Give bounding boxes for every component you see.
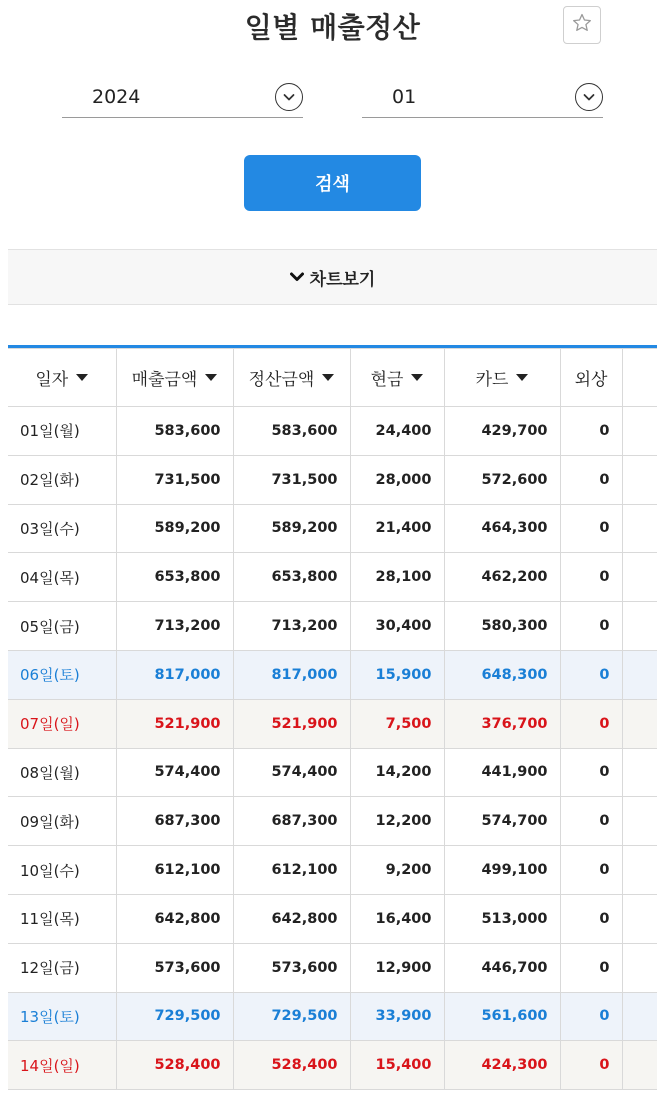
cell-date: 01일(월) (8, 407, 116, 456)
cell-cash: 12,900 (350, 943, 444, 992)
cell-spacer (622, 455, 657, 504)
year-value: 2024 (92, 86, 141, 108)
cell-sales: 729,500 (116, 992, 233, 1041)
cell-card: 499,100 (444, 846, 560, 895)
cell-settlement: 583,600 (233, 407, 350, 456)
cell-credit: 0 (560, 797, 622, 846)
cell-date: 07일(일) (8, 699, 116, 748)
cell-credit: 0 (560, 1041, 622, 1090)
column-header-more (622, 349, 657, 407)
cell-card: 462,200 (444, 553, 560, 602)
table-row[interactable] (8, 748, 657, 797)
chevron-down-icon (575, 83, 603, 111)
cell-cash: 30,400 (350, 602, 444, 651)
cell-sales: 713,200 (116, 602, 233, 651)
header (0, 0, 665, 56)
chart-toggle-label: 차트보기 (309, 269, 376, 290)
star-icon (571, 12, 593, 38)
cell-card: 648,300 (444, 650, 560, 699)
cell-cash: 14,200 (350, 748, 444, 797)
cell-spacer (622, 943, 657, 992)
table-row[interactable] (8, 407, 657, 456)
cell-settlement: 729,500 (233, 992, 350, 1041)
cell-date: 14일(일) (8, 1041, 116, 1090)
cell-card: 580,300 (444, 602, 560, 651)
cell-card: 513,000 (444, 894, 560, 943)
cell-sales: 687,300 (116, 797, 233, 846)
cell-cash: 21,400 (350, 504, 444, 553)
cell-sales: 731,500 (116, 455, 233, 504)
table-header-row (8, 349, 657, 407)
cell-credit: 0 (560, 650, 622, 699)
cell-cash: 33,900 (350, 992, 444, 1041)
search-button[interactable]: 검색 (244, 155, 421, 211)
cell-spacer (622, 553, 657, 602)
month-select[interactable] (362, 80, 603, 118)
cell-spacer (622, 407, 657, 456)
cell-date: 04일(목) (8, 553, 116, 602)
cell-settlement: 589,200 (233, 504, 350, 553)
cell-spacer (622, 504, 657, 553)
cell-credit: 0 (560, 455, 622, 504)
cell-card: 446,700 (444, 943, 560, 992)
cell-sales: 574,400 (116, 748, 233, 797)
cell-date: 02일(화) (8, 455, 116, 504)
cell-cash: 15,900 (350, 650, 444, 699)
cell-credit: 0 (560, 602, 622, 651)
cell-credit: 0 (560, 846, 622, 895)
column-header-cash[interactable]: 현금 (350, 349, 444, 407)
cell-card: 424,300 (444, 1041, 560, 1090)
cell-sales: 573,600 (116, 943, 233, 992)
chevron-down-icon (275, 83, 303, 111)
cell-spacer (622, 797, 657, 846)
cell-sales: 817,000 (116, 650, 233, 699)
cell-date: 10일(수) (8, 846, 116, 895)
year-select[interactable] (62, 80, 303, 118)
table-row[interactable] (8, 504, 657, 553)
cell-settlement: 528,400 (233, 1041, 350, 1090)
cell-cash: 7,500 (350, 699, 444, 748)
cell-sales: 653,800 (116, 553, 233, 602)
cell-settlement: 817,000 (233, 650, 350, 699)
cell-date: 08일(월) (8, 748, 116, 797)
chevron-down-icon (290, 271, 304, 283)
cell-card: 561,600 (444, 992, 560, 1041)
cell-credit: 0 (560, 894, 622, 943)
cell-cash: 28,000 (350, 455, 444, 504)
column-header-date[interactable]: 일자 (8, 349, 116, 407)
cell-date: 09일(화) (8, 797, 116, 846)
cell-spacer (622, 650, 657, 699)
cell-cash: 12,200 (350, 797, 444, 846)
cell-credit: 0 (560, 699, 622, 748)
cell-card: 376,700 (444, 699, 560, 748)
table-row[interactable] (8, 1041, 657, 1090)
cell-date: 12일(금) (8, 943, 116, 992)
month-value: 01 (392, 86, 417, 108)
sort-down-icon (76, 374, 88, 382)
sort-down-icon (411, 374, 423, 382)
sort-down-icon (322, 374, 334, 382)
column-header-sales[interactable]: 매출금액 (116, 349, 233, 407)
cell-date: 05일(금) (8, 602, 116, 651)
table-row[interactable] (8, 846, 657, 895)
cell-card: 574,700 (444, 797, 560, 846)
cell-credit: 0 (560, 407, 622, 456)
cell-card: 429,700 (444, 407, 560, 456)
table-row[interactable] (8, 650, 657, 699)
table-row[interactable] (8, 455, 657, 504)
table-row[interactable] (8, 894, 657, 943)
cell-credit: 0 (560, 553, 622, 602)
cell-sales: 589,200 (116, 504, 233, 553)
cell-spacer (622, 602, 657, 651)
cell-sales: 528,400 (116, 1041, 233, 1090)
cell-spacer (622, 748, 657, 797)
table-row[interactable] (8, 797, 657, 846)
cell-sales: 612,100 (116, 846, 233, 895)
cell-sales: 521,900 (116, 699, 233, 748)
cell-card: 441,900 (444, 748, 560, 797)
cell-date: 06일(토) (8, 650, 116, 699)
cell-date: 03일(수) (8, 504, 116, 553)
cell-spacer (622, 846, 657, 895)
sales-table (8, 348, 657, 1090)
cell-credit: 0 (560, 504, 622, 553)
cell-spacer (622, 992, 657, 1041)
cell-cash: 15,400 (350, 1041, 444, 1090)
cell-settlement: 653,800 (233, 553, 350, 602)
sort-down-icon (516, 374, 528, 382)
favorite-button[interactable] (563, 6, 601, 44)
cell-credit: 0 (560, 748, 622, 797)
cell-card: 464,300 (444, 504, 560, 553)
cell-cash: 9,200 (350, 846, 444, 895)
table-row[interactable] (8, 992, 657, 1041)
cell-sales: 642,800 (116, 894, 233, 943)
cell-settlement: 521,900 (233, 699, 350, 748)
cell-cash: 16,400 (350, 894, 444, 943)
cell-settlement: 687,300 (233, 797, 350, 846)
cell-date: 11일(목) (8, 894, 116, 943)
cell-spacer (622, 894, 657, 943)
cell-spacer (622, 1041, 657, 1090)
cell-spacer (622, 699, 657, 748)
cell-date: 13일(토) (8, 992, 116, 1041)
sales-table-container[interactable] (8, 345, 657, 1094)
column-header-credit[interactable]: 외상 (560, 349, 622, 407)
cell-card: 572,600 (444, 455, 560, 504)
cell-settlement: 573,600 (233, 943, 350, 992)
cell-settlement: 731,500 (233, 455, 350, 504)
cell-settlement: 642,800 (233, 894, 350, 943)
chart-toggle-button[interactable] (8, 249, 657, 305)
cell-settlement: 574,400 (233, 748, 350, 797)
cell-cash: 28,100 (350, 553, 444, 602)
column-header-settlement[interactable]: 정산금액 (233, 349, 350, 407)
column-header-card[interactable]: 카드 (444, 349, 560, 407)
cell-cash: 24,400 (350, 407, 444, 456)
table-row[interactable] (8, 943, 657, 992)
cell-settlement: 713,200 (233, 602, 350, 651)
table-row[interactable] (8, 699, 657, 748)
cell-credit: 0 (560, 943, 622, 992)
cell-credit: 0 (560, 992, 622, 1041)
page-title: 일별 매출정산 (244, 11, 421, 44)
table-row[interactable] (8, 553, 657, 602)
cell-sales: 583,600 (116, 407, 233, 456)
sort-down-icon (205, 374, 217, 382)
table-row[interactable] (8, 602, 657, 651)
cell-settlement: 612,100 (233, 846, 350, 895)
